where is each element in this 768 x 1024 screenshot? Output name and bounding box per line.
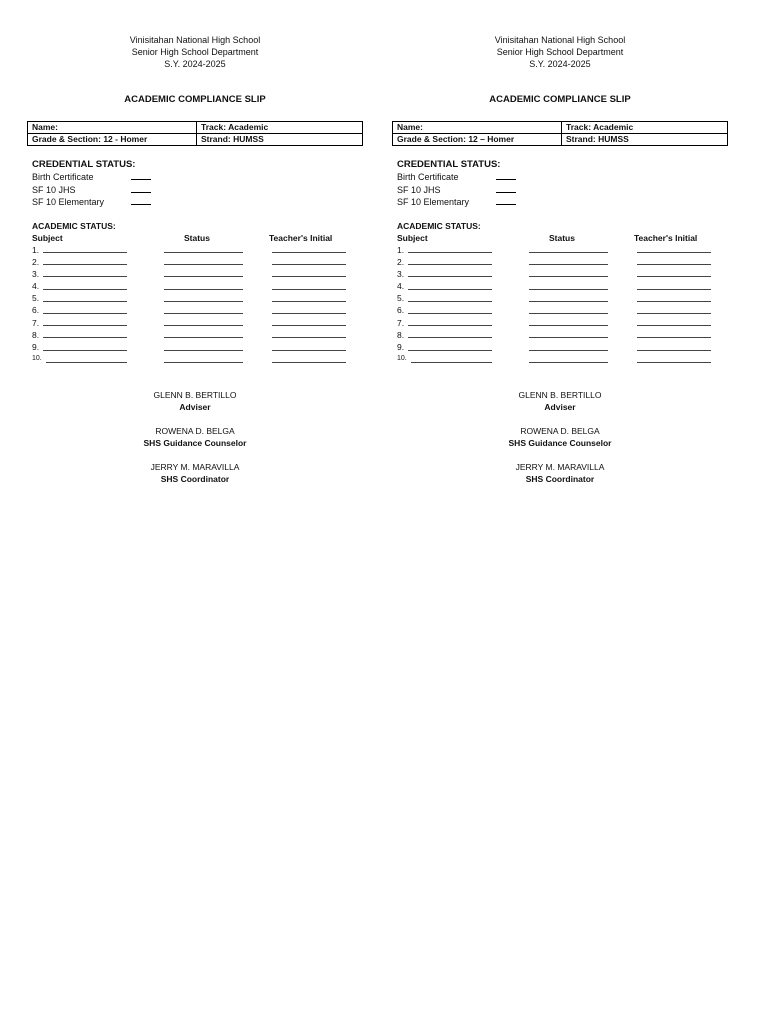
subject-row: 8. (27, 329, 363, 341)
blank-line (496, 192, 516, 193)
subject-row: 1. (392, 244, 728, 256)
subject-row: 5. (27, 292, 363, 304)
signatory-coordinator (392, 461, 728, 485)
signatory-name: ROWENA D. BELGA (155, 426, 235, 437)
subject-row: 3. (27, 268, 363, 280)
blank-line (496, 179, 516, 180)
subject-column-headers (392, 232, 728, 244)
signatories (392, 389, 728, 485)
credential-heading: CREDENTIAL STATUS: (32, 159, 136, 170)
blank-line (131, 204, 151, 205)
subject-row: 7. (27, 317, 363, 329)
student-info-table (392, 121, 728, 146)
school-year: S.Y. 2024-2025 (164, 59, 226, 69)
subject-row: 6. (27, 304, 363, 316)
slip-title: ACADEMIC COMPLIANCE SLIP (489, 94, 631, 105)
subject-row: 6. (392, 304, 728, 316)
compliance-slip-right (392, 34, 728, 497)
subject-rows (27, 244, 363, 366)
status-header: Status (184, 232, 210, 243)
signatories (27, 389, 363, 485)
signatory-role: Adviser (179, 402, 211, 413)
grade-section-cell: Grade & Section: 12 - Homer (28, 134, 197, 146)
academic-heading: ACADEMIC STATUS: (32, 220, 116, 231)
strand-cell: Strand: HUMSS (562, 134, 728, 146)
subject-row: 3. (392, 268, 728, 280)
subject-header: Subject (397, 232, 428, 243)
subject-row: 7. (392, 317, 728, 329)
subject-header: Subject (32, 232, 63, 243)
signatory-role: SHS Guidance Counselor (143, 438, 247, 449)
signatory-role: SHS Guidance Counselor (508, 438, 612, 449)
credential-item: Birth Certificate (392, 171, 728, 184)
signatory-adviser (27, 389, 363, 413)
subject-row: 2. (27, 256, 363, 268)
signatory-name: GLENN B. BERTILLO (153, 390, 237, 401)
student-info-table (27, 121, 363, 146)
compliance-slip-left (27, 34, 363, 497)
blank-line (131, 192, 151, 193)
track-cell: Track: Academic (562, 122, 728, 134)
subject-row: 8. (392, 329, 728, 341)
signatory-counselor (27, 425, 363, 449)
academic-heading: ACADEMIC STATUS: (397, 220, 481, 231)
name-cell: Name: (28, 122, 197, 134)
credential-heading: CREDENTIAL STATUS: (397, 159, 501, 170)
status-header: Status (549, 232, 575, 243)
credential-item: SF 10 Elementary (27, 196, 363, 209)
subject-rows (392, 244, 728, 366)
subject-row: 9. (392, 341, 728, 353)
subject-row: 10. (392, 353, 728, 365)
initial-header: Teacher's Initial (269, 232, 333, 243)
signatory-coordinator (27, 461, 363, 485)
credential-item: SF 10 JHS (392, 184, 728, 197)
initial-header: Teacher's Initial (634, 232, 698, 243)
subject-row: 4. (27, 280, 363, 292)
subject-row: 1. (27, 244, 363, 256)
department-name: Senior High School Department (496, 47, 624, 57)
signatory-role: Adviser (544, 402, 576, 413)
signatory-name: GLENN B. BERTILLO (518, 390, 602, 401)
credential-item: SF 10 JHS (27, 184, 363, 197)
signatory-name: JERRY M. MARAVILLA (515, 462, 605, 473)
subject-row: 2. (392, 256, 728, 268)
signatory-role: SHS Coordinator (525, 474, 595, 485)
school-name: Vinisitahan National High School (494, 35, 626, 45)
school-name: Vinisitahan National High School (129, 35, 261, 45)
name-cell: Name: (393, 122, 562, 134)
school-header (392, 34, 728, 70)
credential-item: SF 10 Elementary (392, 196, 728, 209)
slip-title: ACADEMIC COMPLIANCE SLIP (124, 94, 266, 105)
school-year: S.Y. 2024-2025 (529, 59, 591, 69)
blank-line (496, 204, 516, 205)
blank-line (131, 179, 151, 180)
signatory-name: JERRY M. MARAVILLA (150, 462, 240, 473)
subject-row: 4. (392, 280, 728, 292)
department-name: Senior High School Department (131, 47, 259, 57)
strand-cell: Strand: HUMSS (197, 134, 363, 146)
credential-item: Birth Certificate (27, 171, 363, 184)
signatory-role: SHS Coordinator (160, 474, 230, 485)
grade-section-cell: Grade & Section: 12 – Homer (393, 134, 562, 146)
subject-row: 5. (392, 292, 728, 304)
subject-column-headers (27, 232, 363, 244)
signatory-adviser (392, 389, 728, 413)
subject-row: 9. (27, 341, 363, 353)
school-header (27, 34, 363, 70)
signatory-name: ROWENA D. BELGA (520, 426, 600, 437)
track-cell: Track: Academic (197, 122, 363, 134)
subject-row: 10. (27, 353, 363, 365)
signatory-counselor (392, 425, 728, 449)
